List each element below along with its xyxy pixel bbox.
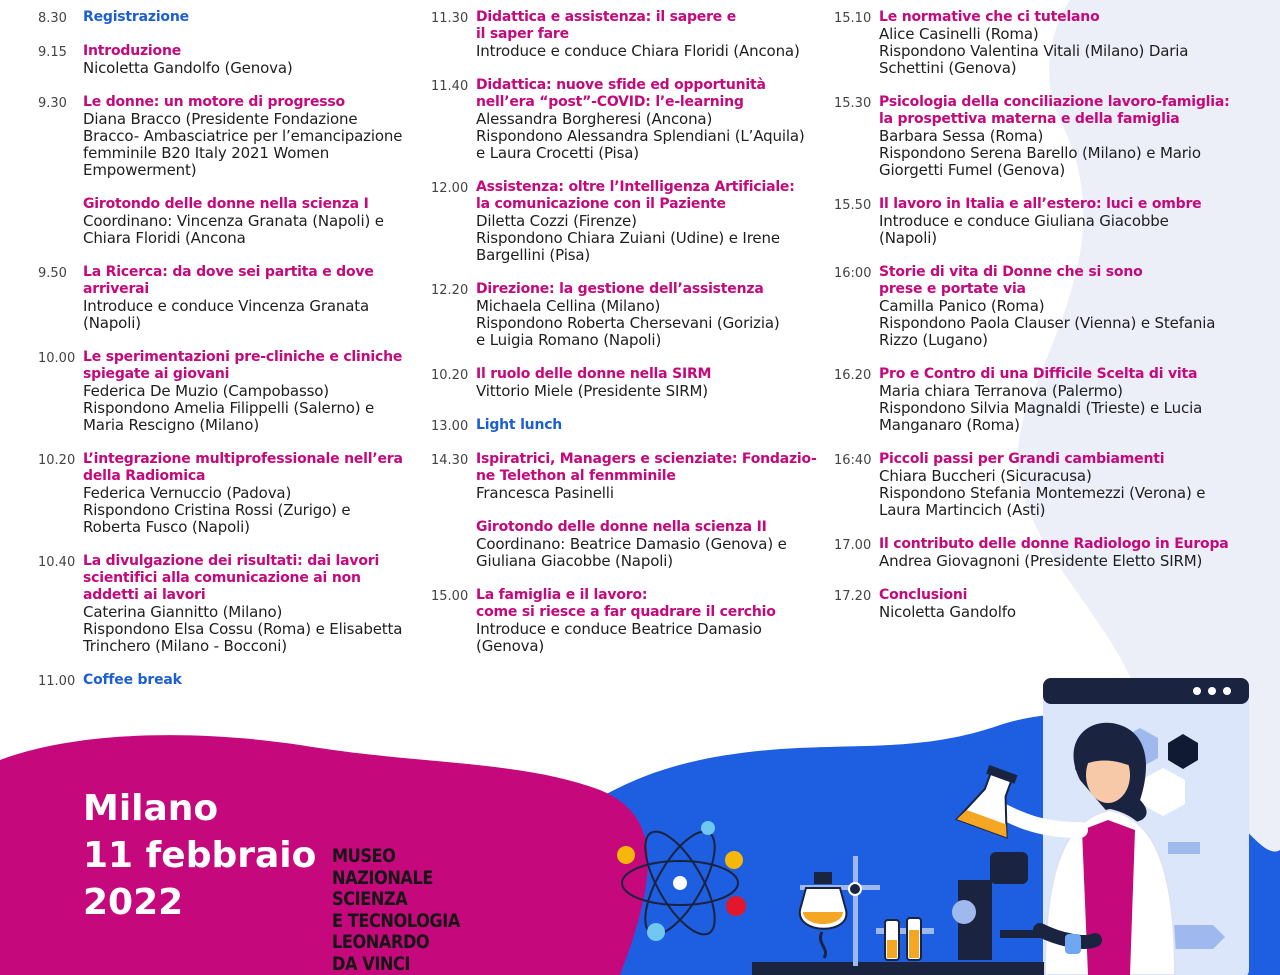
- schedule-item: [431, 519, 821, 570]
- schedule-time: 16:40: [834, 453, 872, 468]
- session-speakers: Coordinano: Beatrice Damasio (Genova) e Giuliana Giacobbe (Napoli): [476, 535, 787, 570]
- session-speakers: Caterina Giannitto (Milano) Rispondono Elsa Cossu (Roma) e Elisabetta Trinchero (Milano - Bocconi): [83, 603, 403, 655]
- session-title: Light lunch: [476, 417, 563, 433]
- museum-line: DA VINCI: [332, 952, 411, 975]
- schedule-item: [38, 196, 413, 247]
- schedule-item: [38, 451, 413, 536]
- session-title: Didattica e assistenza: il sapere e il saper fare: [476, 9, 737, 42]
- museum-line: MUSEO: [332, 845, 396, 867]
- session-speakers: Alice Casinelli (Roma) Rispondono Valentina Vitali (Milano) Daria Schettini (Genova): [879, 25, 1189, 77]
- schedule-time: 10.00: [38, 351, 76, 366]
- schedule-column-3: [834, 9, 1234, 638]
- schedule-time: 11.00: [38, 674, 76, 689]
- schedule-time: 17.20: [834, 589, 872, 604]
- session-title: Le normative che ci tutelano: [879, 9, 1100, 25]
- session-title: Il lavoro in Italia e all’estero: luci e ombre: [879, 196, 1202, 212]
- session-title: Girotondo delle donne nella scienza I: [83, 196, 369, 212]
- schedule-body: [83, 553, 413, 655]
- schedule-time: 15.50: [834, 198, 872, 213]
- schedule-body: [879, 451, 1234, 519]
- event-location-date: [83, 785, 316, 926]
- session-title: Pro e Contro di una Difficile Scelta di vita: [879, 366, 1198, 382]
- schedule-time: 15.00: [431, 589, 469, 604]
- schedule-item: [38, 553, 413, 655]
- schedule-item: [834, 366, 1234, 434]
- schedule-body: [879, 366, 1234, 434]
- session-title: Introduzione: [83, 43, 182, 59]
- schedule-body: [879, 9, 1234, 77]
- session-speakers: Diletta Cozzi (Firenze) Rispondono Chiara Zuiani (Udine) e Irene Bargellini (Pisa): [476, 212, 780, 264]
- session-title: La Ricerca: da dove sei partita e dove arriverai: [83, 264, 374, 297]
- schedule-body: [476, 9, 821, 60]
- session-speakers: Federica Vernuccio (Padova) Rispondono Cristina Rossi (Zurigo) e Roberta Fusco (Napoli): [83, 484, 351, 536]
- schedule-time: 10.20: [431, 368, 469, 383]
- session-speakers: Federica De Muzio (Campobasso) Rispondono Amelia Filippelli (Salerno) e Maria Rescigno (Milano): [83, 382, 375, 434]
- date-label: 11 febbraio: [83, 835, 317, 876]
- session-speakers: Barbara Sessa (Roma) Rispondono Serena Barello (Milano) e Mario Giorgetti Fumel (Genova): [879, 127, 1201, 179]
- schedule-body: [83, 196, 413, 247]
- schedule-body: [476, 587, 821, 655]
- session-speakers: Camilla Panico (Roma) Rispondono Paola Clauser (Vienna) e Stefania Rizzo (Lugano): [879, 297, 1216, 349]
- schedule-body: [83, 451, 413, 536]
- schedule-time: 8.30: [38, 11, 67, 26]
- schedule-item: [834, 536, 1234, 570]
- session-title: La divulgazione dei risultati: dai lavori scientifici alla comunicazione ai non addetti ai lavori: [83, 553, 380, 603]
- session-title: Storie di vita di Donne che si sono prese e portate via: [879, 264, 1143, 297]
- schedule-body: [476, 179, 821, 264]
- session-title: Ispiratrici, Managers e scienziate: Fondazio- ne Telethon al fenmminile: [476, 451, 817, 484]
- museum-line: NAZIONALE: [332, 866, 433, 889]
- schedule-item: [431, 451, 821, 502]
- schedule-time: 10.40: [38, 555, 76, 570]
- schedule-item: [38, 349, 413, 434]
- schedule-body: [879, 196, 1234, 247]
- session-speakers: Michaela Cellina (Milano) Rispondono Roberta Chersevani (Gorizia) e Luigia Romano (Napoli): [476, 297, 780, 349]
- schedule-item: [834, 451, 1234, 519]
- schedule-item: [834, 264, 1234, 349]
- schedule-item: [38, 94, 413, 179]
- session-speakers: Introduce e conduce Chiara Floridi (Ancona): [476, 42, 800, 60]
- schedule-body: [476, 77, 821, 162]
- schedule-item: [431, 587, 821, 655]
- session-speakers: Andrea Giovagnoni (Presidente Eletto SIRM): [879, 552, 1203, 570]
- schedule-body: [83, 264, 413, 332]
- session-speakers: Vittorio Miele (Presidente SIRM): [476, 382, 708, 400]
- session-title: Il ruolo delle donne nella SIRM: [476, 366, 712, 382]
- schedule-time: 16:00: [834, 266, 872, 281]
- session-speakers: Coordinano: Vincenza Granata (Napoli) e Chiara Floridi (Ancona: [83, 212, 384, 247]
- session-speakers: Nicoletta Gandolfo (Genova): [83, 59, 293, 77]
- schedule-item: [834, 587, 1234, 621]
- schedule-body: [879, 536, 1234, 570]
- schedule-body: [83, 9, 413, 26]
- session-title: L’integrazione multiprofessionale nell’era della Radiomica: [83, 451, 403, 484]
- schedule-time: 11.30: [431, 11, 469, 26]
- schedule-item: [834, 196, 1234, 247]
- schedule-item: [431, 281, 821, 349]
- schedule-time: 10.20: [38, 453, 76, 468]
- session-speakers: Chiara Buccheri (Sicuracusa) Rispondono Stefania Montemezzi (Verona) e Laura Martincich (Asti): [879, 467, 1206, 519]
- session-speakers: Francesca Pasinelli: [476, 484, 614, 502]
- session-title: Assistenza: oltre l’Intelligenza Artificiale: la comunicazione con il Paziente: [476, 179, 795, 212]
- schedule-body: [476, 519, 821, 570]
- session-title: Piccoli passi per Grandi cambiamenti: [879, 451, 1165, 467]
- schedule-time: [431, 519, 476, 570]
- schedule-body: [476, 417, 821, 434]
- session-title: Conclusioni: [879, 587, 968, 603]
- schedule-body: [879, 94, 1234, 179]
- schedule-time: 11.40: [431, 79, 469, 94]
- session-title: Girotondo delle donne nella scienza II: [476, 519, 767, 535]
- session-title: Didattica: nuove sfide ed opportunità nell’era “post”-COVID: l’e-learning: [476, 77, 766, 110]
- session-title: Le sperimentazioni pre-cliniche e cliniche spiegate ai giovani: [83, 349, 403, 382]
- schedule-time: 12.00: [431, 181, 469, 196]
- schedule-item: [431, 366, 821, 400]
- schedule-item: [834, 9, 1234, 77]
- session-speakers: Nicoletta Gandolfo: [879, 603, 1016, 621]
- schedule-column-1: [38, 9, 413, 706]
- schedule-body: [83, 43, 413, 77]
- schedule-body: [83, 94, 413, 179]
- schedule-time: 9.15: [38, 45, 67, 60]
- schedule-body: [83, 349, 413, 434]
- session-speakers: Introduce e conduce Vincenza Granata (Napoli): [83, 297, 370, 332]
- schedule-time: 17.00: [834, 538, 872, 553]
- schedule-body: [879, 264, 1234, 349]
- schedule-body: [476, 366, 821, 400]
- schedule-body: [83, 672, 413, 689]
- session-speakers: Introduce e conduce Giuliana Giacobbe (Napoli): [879, 212, 1169, 247]
- session-speakers: Alessandra Borgheresi (Ancona) Rispondono Alessandra Splendiani (L’Aquila) e Laura Crocetti (Pisa): [476, 110, 805, 162]
- museum-line: LEONARDO: [332, 931, 430, 953]
- session-title: Coffee break: [83, 672, 182, 688]
- session-title: Il contributo delle donne Radiologo in Europa: [879, 536, 1229, 552]
- schedule-body: [879, 587, 1234, 621]
- schedule-time: 13.00: [431, 419, 469, 434]
- schedule-time: 12.20: [431, 283, 469, 298]
- schedule-body: [476, 451, 821, 502]
- schedule-time: 15.10: [834, 11, 872, 26]
- city-label: Milano: [83, 788, 219, 829]
- schedule-item: [431, 417, 821, 434]
- schedule-item: [38, 264, 413, 332]
- schedule-item: [431, 179, 821, 264]
- schedule-time: [38, 196, 83, 247]
- session-speakers: Maria chiara Terranova (Palermo) Rispondono Silvia Magnaldi (Trieste) e Lucia Manganaro (Roma): [879, 382, 1203, 434]
- museum-logo: [332, 846, 468, 975]
- schedule-time: 14.30: [431, 453, 469, 468]
- schedule-body: [476, 281, 821, 349]
- schedule-item: [38, 672, 413, 689]
- schedule-item: [431, 77, 821, 162]
- schedule-item: [38, 9, 413, 26]
- schedule-time: 9.30: [38, 96, 67, 111]
- session-title: Le donne: un motore di progresso: [83, 94, 345, 110]
- session-title: Direzione: la gestione dell’assistenza: [476, 281, 764, 297]
- schedule-time: 15.30: [834, 96, 872, 111]
- session-speakers: Introduce e conduce Beatrice Damasio (Genova): [476, 620, 762, 655]
- museum-line: E TECNOLOGIA: [332, 909, 460, 932]
- session-title: La famiglia e il lavoro: come si riesce a far quadrare il cerchio: [476, 587, 776, 620]
- session-title: Registrazione: [83, 9, 189, 25]
- schedule-item: [834, 94, 1234, 179]
- schedule-item: [38, 43, 413, 77]
- schedule-time: 16.20: [834, 368, 872, 383]
- session-title: Psicologia della conciliazione lavoro-famiglia: la prospettiva materna e della famiglia: [879, 94, 1230, 127]
- schedule-column-2: [431, 9, 821, 672]
- schedule-item: [431, 9, 821, 60]
- session-speakers: Diana Bracco (Presidente Fondazione Bracco- Ambasciatrice per l’emancipazione femminile B20 Italy 2021 Women Empowerment): [83, 110, 403, 179]
- schedule-time: 9.50: [38, 266, 67, 281]
- museum-line: SCIENZA: [332, 888, 408, 910]
- year-label: 2022: [83, 882, 184, 923]
